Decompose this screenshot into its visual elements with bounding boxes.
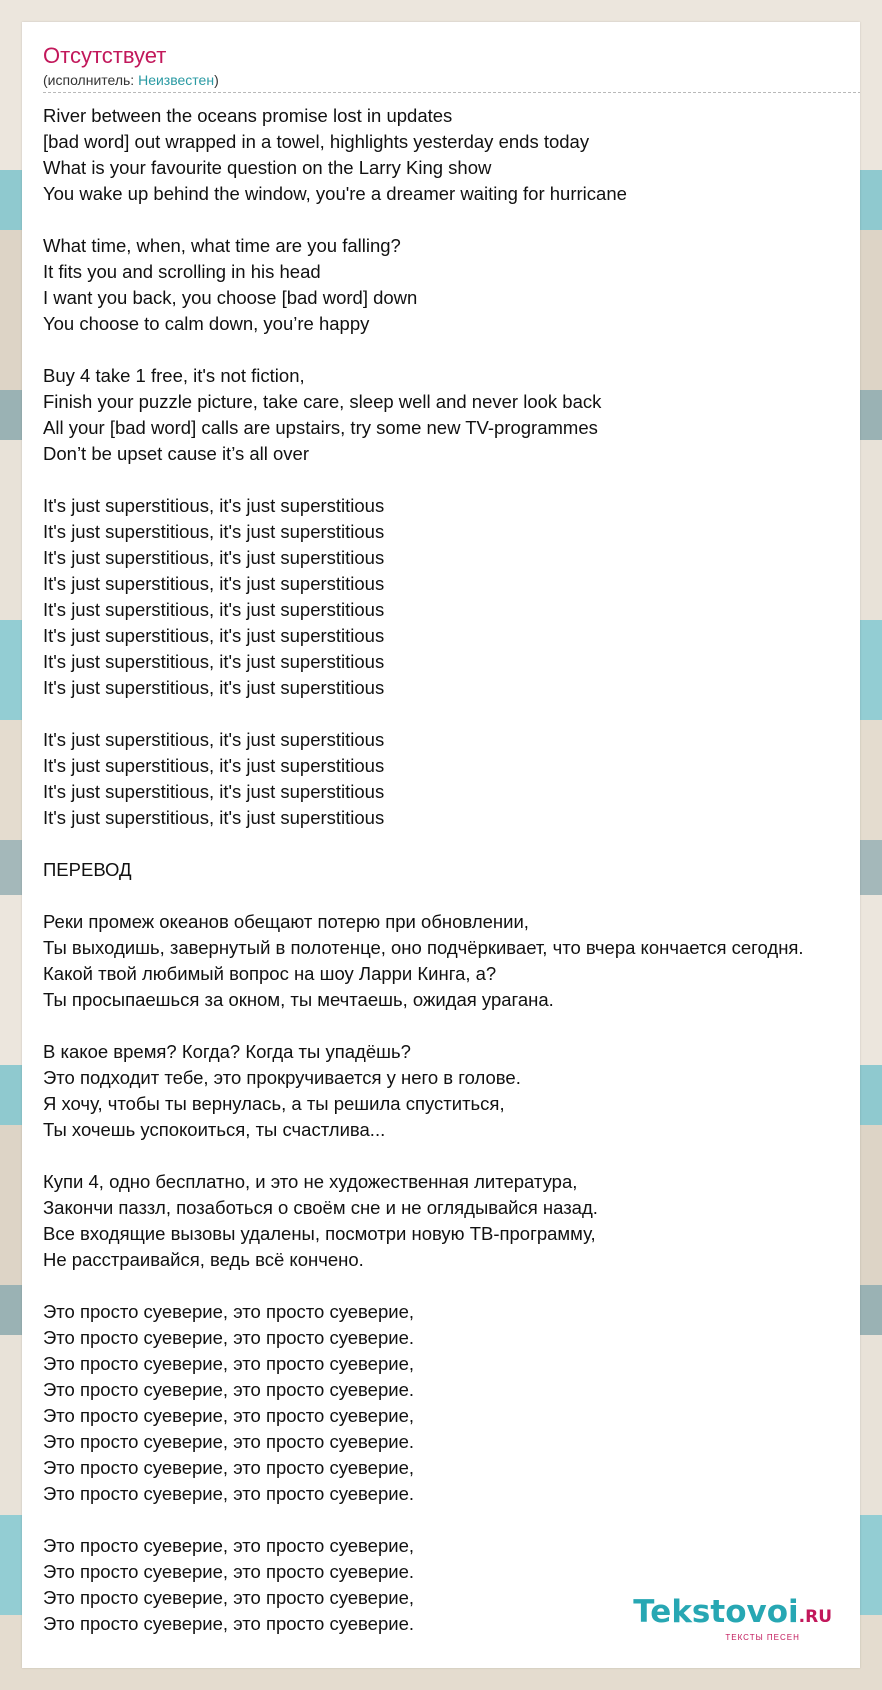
lyric-line: Это просто суеверие, это просто суеверие. (43, 1613, 415, 1634)
stanza-gap (43, 207, 860, 233)
lyric-line: Закончи паззл, позаботься о своём сне и не оглядывайся назад. (43, 1197, 598, 1218)
stanza-gap (43, 1273, 860, 1299)
artist-prefix: (исполнитель: (43, 72, 139, 88)
lyric-line: ПЕРЕВОД (43, 859, 132, 880)
lyric-line: What is your favourite question on the Larry King show (43, 157, 492, 178)
lyric-line: Это просто суеверие, это просто суеверие, (43, 1301, 415, 1322)
lyric-line: What time, when, what time are you falling? (43, 235, 401, 256)
lyric-line: Это просто суеверие, это просто суеверие, (43, 1353, 415, 1374)
lyric-line: Это просто суеверие, это просто суеверие, (43, 1405, 415, 1426)
lyric-line: Ты выходишь, завернутый в полотенце, оно подчёркивает, что вчера кончается сегодня. (43, 937, 804, 958)
stanza-gap (43, 1143, 860, 1169)
lyric-line: It's just superstitious, it's just superstitious (43, 807, 385, 828)
lyric-line: В какое время? Когда? Когда ты упадёшь? (43, 1041, 411, 1062)
lyric-line: It's just superstitious, it's just superstitious (43, 547, 385, 568)
lyric-line: Buy 4 take 1 free, it's not fiction, (43, 365, 305, 386)
lyric-line: It's just superstitious, it's just superstitious (43, 781, 385, 802)
lyric-line: Не расстраивайся, ведь всё кончено. (43, 1249, 364, 1270)
lyric-line: It's just superstitious, it's just superstitious (43, 521, 385, 542)
stanza-gap (43, 1013, 860, 1039)
lyric-line: Это просто суеверие, это просто суеверие, (43, 1457, 415, 1478)
artist-link[interactable]: Неизвестен (138, 72, 215, 88)
lyric-line: Это просто суеверие, это просто суеверие, (43, 1587, 415, 1608)
lyric-line: Это просто суеверие, это просто суеверие. (43, 1379, 415, 1400)
lyric-line: It's just superstitious, it's just superstitious (43, 495, 385, 516)
song-title: Отсутствует (43, 43, 167, 68)
lyric-line: Купи 4, одно бесплатно, и это не художественная литература, (43, 1171, 578, 1192)
lyric-line: I want you back, you choose [bad word] down (43, 287, 418, 308)
stanza-gap (43, 883, 860, 909)
lyric-line: Ты хочешь успокоиться, ты счастлива... (43, 1119, 386, 1140)
lyric-line: It's just superstitious, it's just superstitious (43, 755, 385, 776)
lyric-line: Это просто суеверие, это просто суеверие. (43, 1561, 415, 1582)
lyric-line: Реки промеж океанов обещают потерю при обновлении, (43, 911, 529, 932)
stanza-gap (43, 701, 860, 727)
lyrics-card (22, 22, 860, 1668)
lyric-line: Я хочу, чтобы ты вернулась, а ты решила спуститься, (43, 1093, 505, 1114)
lyric-line: Don’t be upset cause it’s all over (43, 443, 310, 464)
lyric-line: Все входящие вызовы удалены, посмотри новую ТВ-программу, (43, 1223, 596, 1244)
artist-line (43, 71, 219, 89)
logo-wordmark (633, 1596, 832, 1633)
lyric-line: [bad word] out wrapped in a towel, highlights yesterday ends today (43, 131, 590, 152)
lyric-line: Это просто суеверие, это просто суеверие, (43, 1535, 415, 1556)
stanza-gap (43, 1507, 860, 1533)
stanza-gap (43, 467, 860, 493)
artist-suffix: ) (214, 72, 219, 88)
lyric-line: It fits you and scrolling in his head (43, 261, 321, 282)
site-logo[interactable] (633, 1596, 832, 1642)
lyric-line: All your [bad word] calls are upstairs, try some new TV-programmes (43, 417, 598, 438)
lyric-line: It's just superstitious, it's just superstitious (43, 599, 385, 620)
stanza-gap (43, 337, 860, 363)
logo-tld: .RU (798, 1607, 832, 1627)
title-divider (43, 92, 860, 93)
lyric-line: It's just superstitious, it's just superstitious (43, 651, 385, 672)
stanza-gap (43, 831, 860, 857)
lyric-line: It's just superstitious, it's just superstitious (43, 729, 385, 750)
lyric-line: Ты просыпаешься за окном, ты мечтаешь, ожидая урагана. (43, 989, 554, 1010)
lyric-line: Finish your puzzle picture, take care, sleep well and never look back (43, 391, 602, 412)
lyric-line: Это просто суеверие, это просто суеверие. (43, 1483, 415, 1504)
logo-tagline: ТЕКСТЫ ПЕСЕН (725, 1633, 800, 1642)
lyric-line: Это подходит тебе, это прокручивается у него в голове. (43, 1067, 521, 1088)
lyric-line: River between the oceans promise lost in updates (43, 105, 453, 126)
lyric-line: It's just superstitious, it's just superstitious (43, 573, 385, 594)
lyric-line: You choose to calm down, you’re happy (43, 313, 370, 334)
lyric-line: It's just superstitious, it's just superstitious (43, 625, 385, 646)
lyric-line: Это просто суеверие, это просто суеверие. (43, 1327, 415, 1348)
lyric-line: You wake up behind the window, you're a dreamer waiting for hurricane (43, 183, 627, 204)
lyric-line: Какой твой любимый вопрос на шоу Ларри Кинга, а? (43, 963, 497, 984)
lyric-line: It's just superstitious, it's just superstitious (43, 677, 385, 698)
lyrics-text (43, 103, 860, 1637)
logo-name: Tekstovoi (633, 1594, 799, 1630)
lyric-line: Это просто суеверие, это просто суеверие. (43, 1431, 415, 1452)
